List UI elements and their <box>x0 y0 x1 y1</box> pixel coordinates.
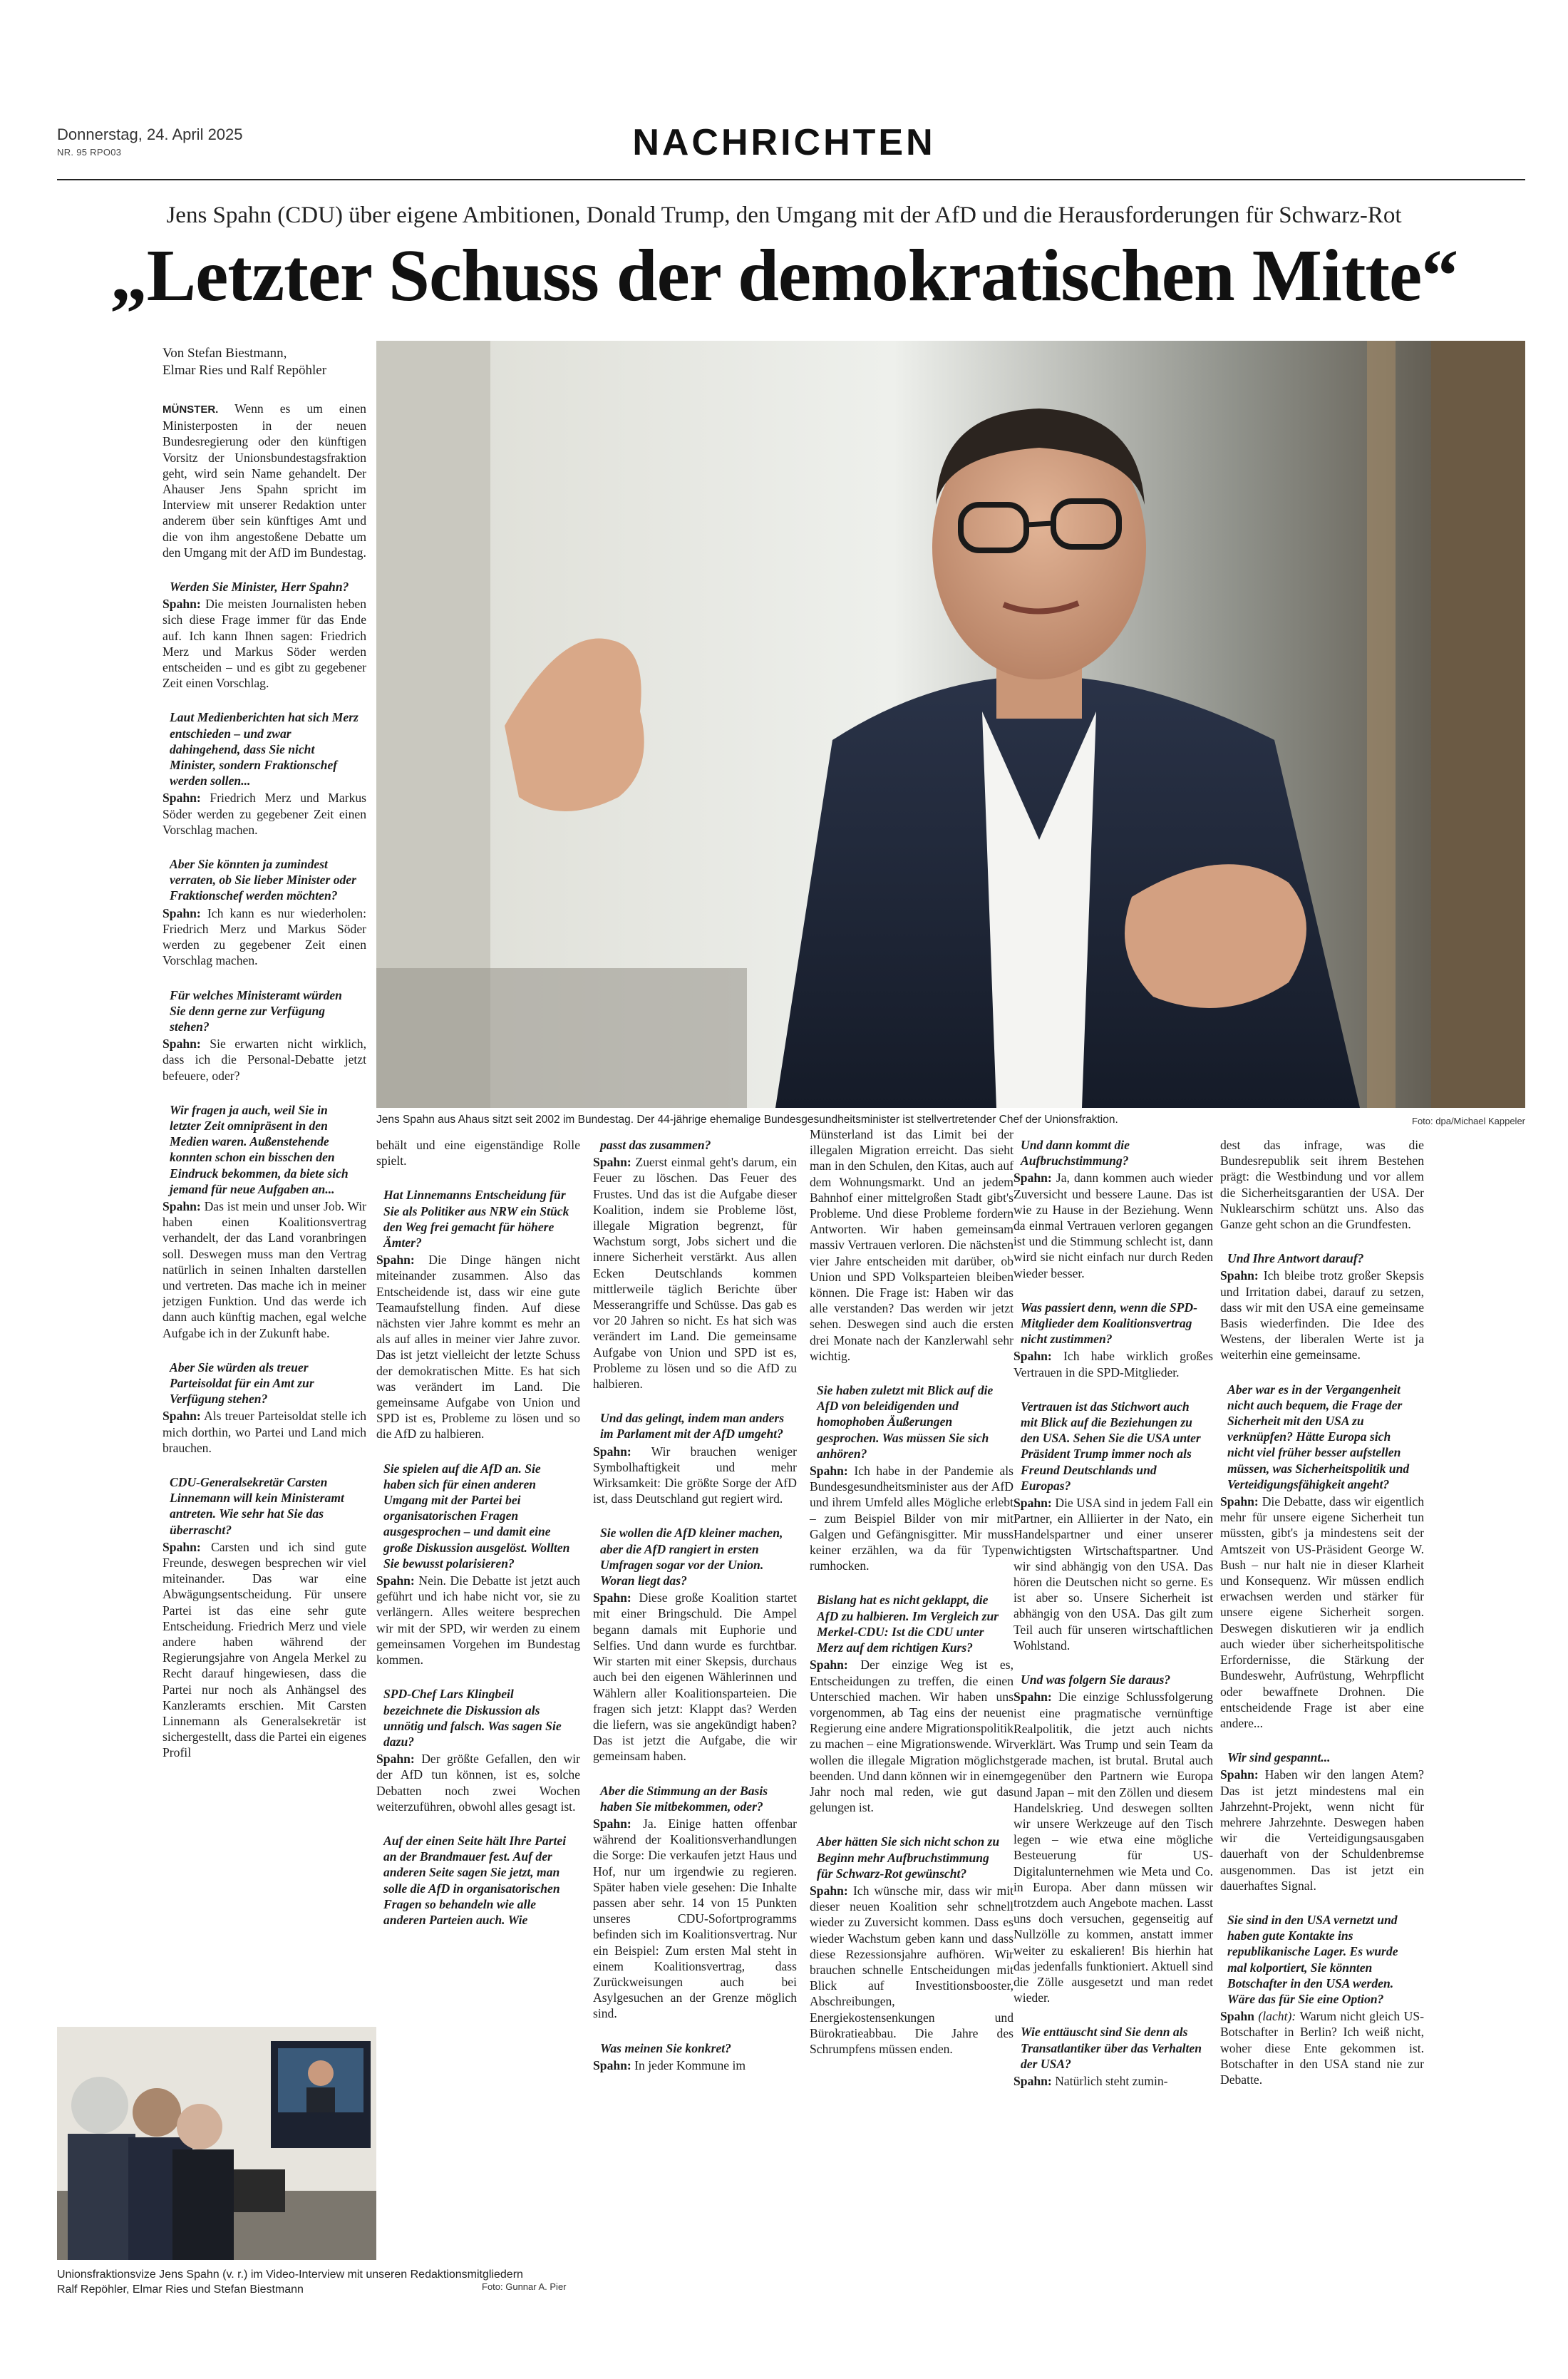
issue-number: NR. 95 RPO03 <box>57 147 122 158</box>
header-rule <box>57 179 1525 180</box>
interview-photo-caption <box>57 2267 556 2297</box>
interview-question: Aber hätten Sie sich nicht schon zu Beginn mehr Aufbruchstimmung für Schwarz-Rot gewünscht? <box>817 1834 1000 1881</box>
answer-text: Carsten und ich sind gute Freunde, deswegen besprechen wir viel miteinander. Das war eine Abwägungsentscheidung. Für unsere Partei ist das eine sehr gute Entscheidung. Friedrich Merz und viele andere haben während der Regierungsjahre von Angela Merkel zu Recht darauf hingewiesen, dass die Partei nur noch als Anhängsel des Kanzleramts erschien. Mit Carsten Linnemann als Generalsekretär ist sichergestellt, dass die Partei ein eigenes Profil <box>163 1539 367 1760</box>
interview-answer <box>1220 1268 1424 1362</box>
interview-answer <box>163 1408 366 1456</box>
interview-answer <box>593 1444 797 1507</box>
interview-question: Sie spielen auf die AfD an. Sie haben sich für einen anderen Umgang mit der Partei bei organisatorischen Fragen ausgesprochen – und damit eine große Diskussion ausgelöst. Wollten Sie bewusst polarisieren? <box>383 1461 570 1571</box>
interview-answer <box>593 1590 797 1764</box>
text-column-5 <box>1013 1137 1213 2089</box>
interview-question: Sie sind in den USA vernetzt und haben gute Kontakte ins republikanische Lager. Es wurde mal kolportiert, Sie könnten Botschafter in den USA werden. Wäre das für Sie eine Option? <box>1227 1912 1398 2006</box>
interview-answer <box>810 1657 1013 1815</box>
answer-text: Ich habe wirklich großes Vertrauen in die SPD-Mitglieder. <box>1013 1349 1213 1379</box>
answer-text: Natürlich steht zumin- <box>1055 2073 1168 2088</box>
interview-question: Bislang hat es nicht geklappt, die AfD zu halbieren. Im Vergleich zur Merkel-CDU: Ist die CDU unter Merz auf dem richtigen Kurs? <box>817 1593 999 1655</box>
lead-paragraph <box>163 401 366 560</box>
text-column-3 <box>593 1137 797 2073</box>
interview-answer <box>1013 1689 1213 2005</box>
answer-text: Zuerst einmal geht's darum, ein Feuer zu löschen. Das Feuer des Frustes. Und das ist die Aufgabe dieser Koalition, indem sie Probleme löst, illegale Migration begrenzt, für Wachstum sorgt, Jobs sichert und die innere Sicherheit verstärkt. Aus allen Ecken Deutschlands kommen mittlerweile täglich Berichte über Messerangriffe und Schüsse. Das gab es vor 20 Jahren so nicht. Es hat sich was verändert im Land. Die gemeinsame Aufgabe von Union und SPD ist es, Probleme zu lösen und so die AfD zu halbieren. <box>593 1155 797 1392</box>
text-column-6 <box>1220 1137 1424 2087</box>
answer-text: Ja. Einige hatten offenbar während der Koalitionsverhandlungen die Sorge: Die verkaufen jetzt Haus und Hof, nur um irgendwie zu regieren. Später haben viele gesehen: Die Inhalte passen aber sehr. 14 von 15 Punkten unseres CDU-Sofortprogramms befinden sich im Koalitionsvertrag. Nur ein Beispiel: Zum ersten Mal steht in einem Koalitionsvertrag, dass Zurückweisungen auch bei Asylgesuchen an der Grenze möglich sind. <box>593 1816 797 2021</box>
main-photo <box>376 341 1525 1108</box>
speaker-label: Spahn: <box>163 1198 201 1213</box>
interview-question: Und Ihre Antwort darauf? <box>1227 1251 1364 1266</box>
speaker-label: Spahn: <box>163 1037 201 1052</box>
interview-question: Sie haben zuletzt mit Blick auf die AfD von beleidigenden und homophoben Äußerungen gesprochen. Was müssen Sie sich anhören? <box>817 1383 994 1461</box>
answer-text: Die Dinge hängen nicht miteinander zusammen. Also das Entscheidende ist, dass wir eine gute Teamaufstellung finden. Auf diese nächsten vier Jahre kommt es mehr an als auf alles in meiner vier Jahre zuvor. Das ist jetzt vielleicht der letzte Schuss der demokratischen Mitte. Es hat sich was verändert im Land. Die gemeinsame Aufgabe von Union und SPD ist es, Probleme zu lösen und so die AfD zu halbieren. <box>376 1253 580 1442</box>
speaker-label: Spahn: <box>1013 1171 1052 1186</box>
interview-answer <box>1013 1348 1213 1379</box>
interview-caption-line-2: Ralf Repöhler, Elmar Ries und Stefan Biestmann <box>57 2283 304 2296</box>
speaker-label: Spahn: <box>1013 2073 1052 2088</box>
answer-text: Diese große Koalition startet mit einer Bringschuld. Die Ampel begann damals mit Euphorie und Selfies. Und dann wurde es furchtbar. Wir starten mit einer Skepsis, durchaus auch bei den eigenen Wählerinnen und Wählern aller Koalitionsparteien. Die fragen sich jetzt: Klappt das? Werden die liefern, was sie angekündigt haben? Das ist jetzt die Aufgabe, die wir gemeinsam haben. <box>593 1591 797 1764</box>
section-title: NACHRICHTEN <box>632 122 936 163</box>
main-photo-caption: Jens Spahn aus Ahaus sitzt seit 2002 im Bundestag. Der 44-jährige ehemalige Bundesgesundheitsminister ist stellvertretender Chef der Unionsfraktion. <box>376 1114 1118 1126</box>
interview-answer <box>376 1573 580 1668</box>
answer-text: Als treuer Parteisoldat stelle ich mich dorthin, wo Partei und Land mich brauchen. <box>163 1409 366 1455</box>
answer-text: Ich habe in der Pandemie als Bundesgesundheitsminister aus der AfD und ihrem Umfeld alles Mögliche erlebt – zum Beispiel Bilder von mir mit Galgen und Gefängnisgitter. Mir muss keiner erzählen, wa da für Typen rumhocken. <box>810 1464 1013 1573</box>
interview-question: Was passiert denn, wenn die SPD-Mitglieder dem Koalitionsvertrag nicht zustimmen? <box>1021 1300 1197 1347</box>
interview-question: Werden Sie Minister, Herr Spahn? <box>170 580 349 595</box>
issue-date: Donnerstag, 24. April 2025 <box>57 125 243 143</box>
answer-text: Wir brauchen weniger Symbolhaftigkeit und mehr Wirksamkeit: Die größte Sorge der AfD ist, dass Deutschland gut regiert wird. <box>593 1444 797 1506</box>
main-photo-credit: Foto: dpa/Michael Kappeler <box>1412 1116 1525 1126</box>
interview-answer <box>376 1252 580 1442</box>
answer-text: Haben wir den langen Atem? Das ist jetzt mindestens mal ein Jahrzehnt-Projekt, wenn nicht für mehrere Jahrzehnte. Deswegen haben wir die Verteidigungsausgaben dauerhaft von der Schuldenbremse ausgenommen. Das ist jetzt ein dauerhaftes Signal. <box>1220 1767 1424 1893</box>
answer-text: Der größte Gefallen, den wir der AfD tun können, ist es, solche Debatten noch zwei Wochen weiterzuführen, obwohl alles gesagt ist. <box>376 1752 581 1814</box>
interview-question: Aber Sie würden als treuer Parteisoldat für ein Amt zur Verfügung stehen? <box>170 1360 314 1407</box>
speaker-label: Spahn: <box>1220 1767 1259 1782</box>
speaker-label: Spahn: <box>810 1464 848 1479</box>
speaker-label: Spahn: <box>1013 1349 1052 1364</box>
answer-text: Nein. Die Debatte ist jetzt auch geführt und ich habe nicht vor, sie zu verlängern. Alles weitere besprechen wir mit der SPD, wir werden zu einem gemeinsamen Vorgehen im Bundestag kommen. <box>376 1573 580 1668</box>
answer-text: Friedrich Merz und Markus Söder werden zu gegebener Zeit einen Vorschlag machen. <box>163 791 366 837</box>
interview-answer <box>163 1539 366 1761</box>
answer-text: Ich bleibe trotz großer Skepsis und Irritation dabei, darauf zu setzen, dass wir mit den USA eine gemeinsame Basis wiederfinden. Die Idee des Westens, der liberalen Werte ist ja weiterhin eine gemeinsame. <box>1220 1268 1424 1362</box>
speaker-label: Spahn: <box>593 1816 631 1831</box>
answer-text: Die einzige Schlussfolgerung ist eine pragmatische vernünftige Realpolitik, die jetzt auch nichts verklärt. Was Trump und sein Team da gerade machen, ist brutal. Brutal auch gegenüber den Partnern wie Europa und Japan – mit den Zöllen und diesem Handelskrieg. Und deswegen sollten wir unsere Werkzeuge auf den Tisch legen – wie etwa eine mögliche Besteuerung für US-Digitalunternehmen wie Meta und Co. in Europa. Aber dann müssen wir trotzdem auch Angebote machen. Lasst uns doch versuchen, gegenseitig auf Nullzölle zu kommen, anstatt immer weiter zu eskalieren! Bis hierhin hat das jedenfalls funktioniert. Aktuell sind die Zölle ausgesetzt und man redet wieder. <box>1013 1690 1213 2005</box>
interview-question: Für welches Ministeramt würden Sie denn gerne zur Verfügung stehen? <box>170 987 342 1034</box>
speaker-label: Spahn: <box>1220 1494 1259 1509</box>
speaker-label: Spahn: <box>376 1573 415 1588</box>
interview-answer <box>810 1883 1013 2057</box>
interview-question: Wie enttäuscht sind Sie denn als Transatlantiker über das Verhalten der USA? <box>1021 2025 1202 2071</box>
answer-text: Der einzige Weg ist es, Entscheidungen zu treffen, die einen Unterschied machen. Wir haben uns vorgenommen, ab Tag eins der neuen Regierung eine andere Migrationspolitik zu machen – eine Migrationswende. Wir wollen die illegale Migration möglichst beenden. Und dann können wir in einem Jahr noch mal reden, wie gut das gelungen ist. <box>810 1658 1013 1815</box>
interview-question: Und was folgern Sie daraus? <box>1021 1673 1171 1687</box>
speaker-label: Spahn: <box>593 2057 631 2072</box>
interview-question: Aber die Stimmung an der Basis haben Sie mitbekommen, oder? <box>600 1783 768 1814</box>
interview-question: Was meinen Sie konkret? <box>600 2040 731 2055</box>
speaker-label: Spahn: <box>163 791 201 806</box>
dateline: MÜNSTER. <box>163 404 219 416</box>
answer-text: Die USA sind in jedem Fall ein Partner, ein Alliierter in der Nato, ein Handelspartner und einer unserer wichtigsten Wirtschaftspartner. Und wir sind abhängig von den USA. Das hören die Deutschen nicht so gerne. Es ist aber so. Unsere Sicherheit ist abhängig von den USA. Das gilt zum Teil auch für unseren wirtschaftlichen Wohlstand. <box>1013 1496 1213 1653</box>
interview-answer <box>163 1036 366 1084</box>
column-1-body <box>163 579 366 1761</box>
speaker-label: Spahn: <box>1013 1690 1052 1705</box>
interview-caption-line-1: Unionsfraktionsvize Jens Spahn (v. r.) im Video-Interview mit unseren Redaktionsmitgliedern <box>57 2268 523 2281</box>
interview-answer <box>593 1154 797 1392</box>
answer-text: Die meisten Journalisten heben sich diese Frage immer für das Ende auf. Ich kann Ihnen sagen: Friedrich Merz und Markus Söder werden entscheiden – und es gibt zu gegebener Zeit einen Vorschlag. <box>163 597 366 691</box>
answer-text: Die Debatte, dass wir eigentlich mehr für unsere eigene Sicherheit tun müssten, gibt's ja mindestens seit der Amtszeit von US-Präsident George W. Bush – nur halt nie in dieser Klarheit und Konsequenz. Wir müssen endlich erwachsen werden und stärker für unsere eigene Sicherheit sorgen. Deswegen diskutieren wir ja endlich auch wieder über sicherheitspolitische Erfordernisse, die Stärkung der Bundeswehr, Aufrüstung, Wehrpflicht oder bewaffnete Drohnen. Die entscheidende Frage ist aber eine andere... <box>1220 1494 1424 1730</box>
answer-text: Sie erwarten nicht wirklich, dass ich die Personal-Debatte jetzt befeuere, oder? <box>163 1037 366 1083</box>
speaker-label: Spahn: <box>163 1539 201 1554</box>
answer-text: In jeder Kommune im <box>634 2057 746 2072</box>
interview-answer <box>163 790 366 838</box>
interview-answer <box>593 1816 797 2022</box>
interview-answer <box>593 2057 797 2073</box>
speaker-label: Spahn: <box>163 597 201 612</box>
speaker-label: Spahn: <box>163 905 201 920</box>
byline-line-1: Von Stefan Biestmann, <box>163 346 287 361</box>
interview-question: Vertrauen ist das Stichwort auch mit Blick auf die Beziehungen zu den USA. Sehen Sie die USA unter Präsident Trump immer noch als Freund Deutschlands und Europas? <box>1021 1399 1201 1493</box>
speaker-label: Spahn: <box>1013 1496 1052 1511</box>
interview-question: SPD-Chef Lars Klingbeil bezeichnete die Diskussion als unnötig und falsch. Was sagen Sie dazu? <box>383 1687 562 1749</box>
speaker-label: Spahn: <box>376 1253 415 1268</box>
speaker-label: Spahn: <box>810 1658 848 1673</box>
interview-answer <box>163 905 366 969</box>
interview-question: Wir sind gespannt... <box>1227 1750 1331 1765</box>
article-headline: „Letzter Schuss der demokratischen Mitte“ <box>110 235 1458 317</box>
speaker-label: Spahn: <box>163 1409 201 1424</box>
interview-answer <box>1013 1495 1213 1653</box>
interview-question: Auf der einen Seite hält Ihre Partei an der Brandmauer fest. Auf der anderen Seite sagen Sie jetzt, man solle die AfD in organisatorischen Fragen so behandeln wie alle anderen Parteien auch. Wie <box>383 1833 567 1927</box>
video-interview-illustration <box>57 2027 376 2260</box>
interview-answer <box>1220 1494 1424 1731</box>
interview-question: Aber Sie könnten ja zumindest verraten, ob Sie lieber Minister oder Fraktionschef werden möchten? <box>170 857 356 903</box>
text-column-4 <box>810 1126 1013 2057</box>
speaker-label: Spahn: <box>593 1591 631 1605</box>
interview-question: Laut Medienberichten hat sich Merz entschieden – und zwar dahingehend, dass Sie nicht Minister, sondern Fraktionschef werden sollen... <box>170 710 359 788</box>
portrait-photo-illustration <box>376 341 1525 1108</box>
interview-answer <box>163 1198 366 1341</box>
speaker-label: Spahn: <box>593 1444 631 1459</box>
continued-text: behält und eine eigenständige Rolle spielt. <box>376 1138 580 1168</box>
answer-text: Ich wünsche mir, dass wir mit dieser neuen Koalition sehr schnell wieder zu Zuversicht kommen. Dass es wieder Wachstum geben kann und dass diese Rezessionsjahre aufhören. Wir brauchen schnelle Entscheidungen mit Blick auf Investitionsbooster, Abschreibungen, Energiekostensenkungen und Bürokratieabbau. Die Jahre des Schrumpfens müssen enden. <box>810 1883 1013 2056</box>
answer-text: Warum nicht gleich US-Botschafter in Berlin? Ich weiß nicht, woher diese Ente gekommen ist. Botschafter in den USA stand nie zur Debatte. <box>1220 2009 1424 2087</box>
interview-question: Aber war es in der Vergangenheit nicht auch bequem, die Frage der Sicherheit mit den USA zu verknüpfen? Hätte Europa sich nicht viel früher besser aufstellen müssen, was Sicherheitspolitik und Verteidigungsfähigkeit angeht? <box>1227 1382 1410 1491</box>
continued-text: dest das infrage, was die Bundesrepublik seit ihrem Bestehen prägt: die Westbindung und vor allem die Sicherheitsgarantien der USA. Der Nuklearschirm schützt uns. Also das Ganze geht schon an die Grundfesten. <box>1220 1138 1424 1232</box>
interview-question: passt das zusammen? <box>600 1138 711 1152</box>
stage-direction: (lacht): <box>1254 2009 1300 2024</box>
answer-text: Ich kann es nur wiederholen: Friedrich Merz und Markus Söder werden zu gegebener Zeit einen Vorschlag machen. <box>163 905 366 968</box>
speaker-label: Spahn: <box>1220 1268 1259 1283</box>
byline <box>163 345 366 379</box>
answer-text: Ja, dann kommen auch wieder Zuversicht und bessere Laune. Das ist wie zu Hause in der Beziehung. Wenn da einmal Vertrauen verloren gegangen ist und die Stimmung schlecht ist, dann wird sie nicht einfach nur durch Reden wieder besser. <box>1013 1171 1213 1280</box>
interview-answer <box>1220 1767 1424 1894</box>
speaker-label: Spahn: <box>376 1752 415 1767</box>
interview-photo <box>57 2027 376 2260</box>
interview-answer <box>163 596 366 691</box>
interview-question: Hat Linnemanns Entscheidung für Sie als Politiker aus NRW ein Stück den Weg frei gemacht für höhere Ämter? <box>383 1188 569 1250</box>
interview-answer <box>1013 2073 1213 2089</box>
lead-text: Wenn es um einen Ministerposten in der neuen Bundesregierung oder den künftigen Vorsitz der Unionsbundestagsfraktion geht, wird sein Name gehandelt. Der Ahauser Jens Spahn spricht im Interview mit unserer Redaktion unter anderem über sein künftiges Amt und die von ihm angestoßene Debatte um den Umgang mit der AfD im Bundestag. <box>163 401 366 560</box>
interview-answer <box>1013 1170 1213 1280</box>
article-kicker: Jens Spahn (CDU) über eigene Ambitionen, Donald Trump, den Umgang mit der AfD und die Herausforderungen für Schwarz-Rot <box>166 202 1402 228</box>
interview-answer <box>810 1463 1013 1573</box>
continued-text: Münsterland ist das Limit bei der illegalen Migration erreicht. Das sieht man in den Schulen, den Kitas, auch auf dem Wohnungsmarkt. Und an jedem Bahnhof einer mittelgroßen Stadt gibt's Probleme. Und diese Probleme fordern Antworten. Wir haben gemeinsam massiv Vertrauen verloren. Die nächsten vier Jahre entscheiden mit darüber, ob Union und SPD Volksparteien bleiben können. Die Frage ist: Haben wir das alle verstanden? Das werden wir jetzt sehen. Deswegen sind auch die ersten drei Monate nach der Kanzlerwahl sehr wichtig. <box>810 1127 1013 1363</box>
text-column-2 <box>376 1137 580 1929</box>
interview-question: Wir fragen ja auch, weil Sie in letzter Zeit omnipräsent in den Medien waren. Außenstehende konnten schon ein bisschen den Eindruck bekommen, da biete sich jemand für neue Aufgaben an... <box>170 1102 349 1196</box>
interview-answer <box>1220 2008 1424 2087</box>
speaker-label: Spahn: <box>810 1883 848 1898</box>
answer-text: Das ist mein und unser Job. Wir haben einen Koalitionsvertrag verhandelt, der das Land voranbringen soll. Deswegen muss man den Vertrag natürlich in seinen Inhalten darstellen und vertreten. Das mache ich in meiner jetzigen Funktion. Und das werde ich dann auch künftig machen, egal welche Aufgabe ich in der Zukunft habe. <box>163 1198 366 1340</box>
speaker-label: Spahn <box>1220 2009 1254 2024</box>
interview-photo-credit: Foto: Gunnar A. Pier <box>482 2281 567 2292</box>
text-column-1 <box>163 345 366 1761</box>
interview-question: Und das gelingt, indem man anders im Parlament mit der AfD umgeht? <box>600 1411 785 1442</box>
interview-question: CDU-Generalsekretär Carsten Linnemann will kein Ministeramt antreten. Wie sehr hat Sie das überrascht? <box>170 1474 344 1537</box>
interview-answer <box>376 1751 580 1814</box>
byline-line-2: Elmar Ries und Ralf Repöhler <box>163 363 327 378</box>
speaker-label: Spahn: <box>593 1155 631 1170</box>
interview-question: Sie wollen die AfD kleiner machen, aber die AfD rangiert in ersten Umfragen sogar vor der Union. Woran liegt das? <box>600 1526 783 1588</box>
interview-question: Und dann kommt die Aufbruchstimmung? <box>1021 1138 1130 1168</box>
